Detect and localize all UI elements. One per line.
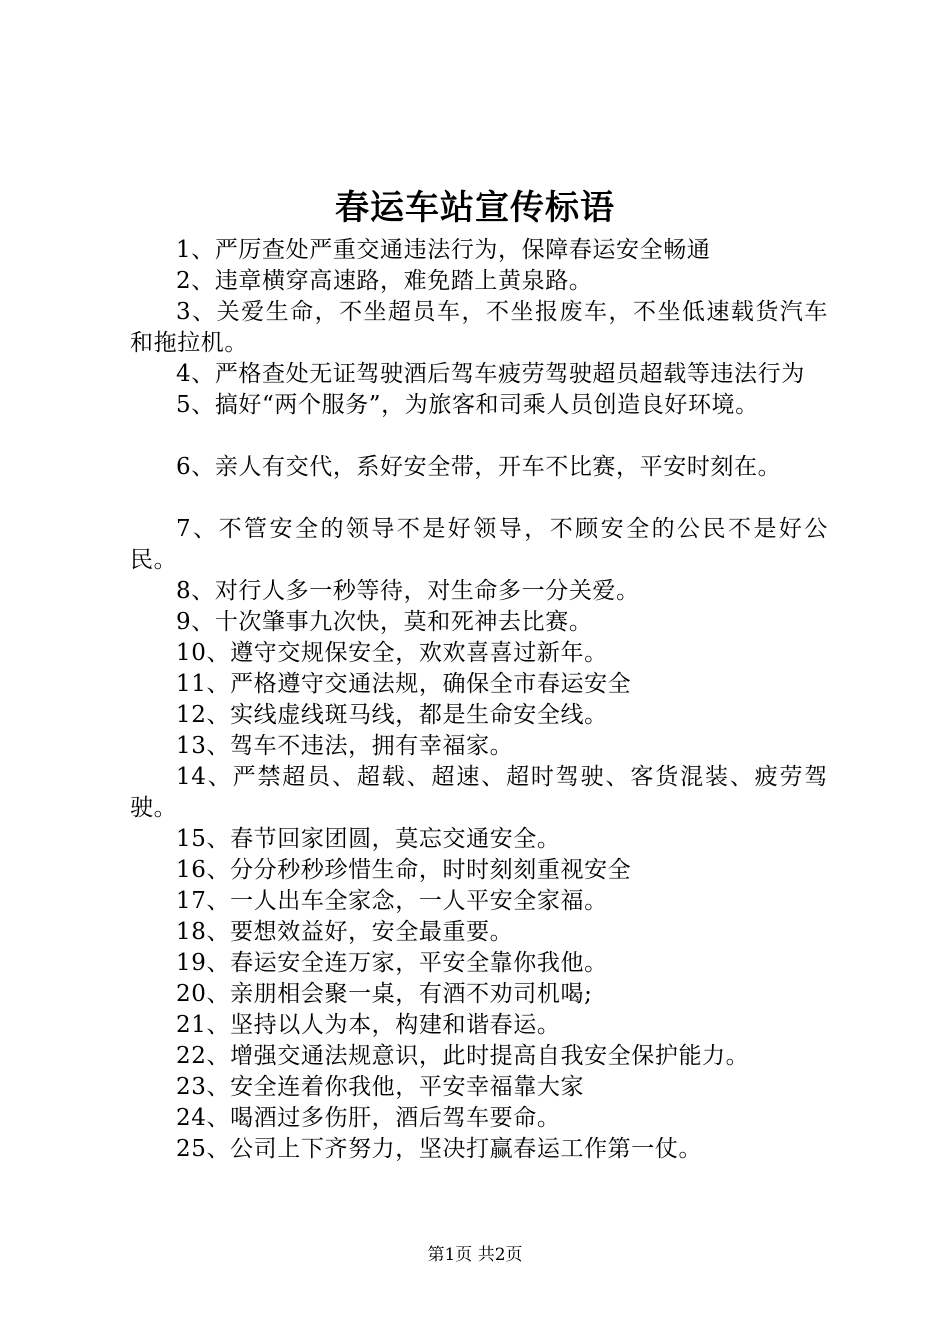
slogan-list [130,235,828,1165]
list-item: 17、一人出车全家念，一人平安全家福。 [176,888,608,914]
list-item: 25、公司上下齐努力，坚决打赢春运工作第一仗。 [176,1136,703,1162]
list-item: 14、严禁超员、超载、超速、超时驾驶、客货混装、疲劳驾驶。 [130,764,828,821]
list-item: 20、亲朋相会聚一桌，有酒不劝司机喝; [176,981,593,1007]
list-item: 11、严格遵守交通法规，确保全市春运安全 [176,671,632,697]
list-item: 6、亲人有交代，系好安全带，开车不比赛，平安时刻在。 [176,454,782,480]
list-item: 16、分分秒秒珍惜生命，时时刻刻重视安全 [176,857,632,883]
list-item: 22、增强交通法规意识，此时提高自我安全保护能力。 [176,1043,750,1069]
list-item: 2、违章横穿高速路，难免踏上黄泉路。 [176,268,593,294]
document-title: 春运车站宣传标语 [335,188,615,228]
list-item: 18、要想效益好，安全最重要。 [176,919,514,945]
list-item: 5、搞好“两个服务”，为旅客和司乘人员创造良好环境。 [176,392,759,418]
list-item: 13、驾车不违法，拥有幸福家。 [176,733,514,759]
list-item: 12、实线虚线斑马线，都是生命安全线。 [176,702,608,728]
list-item: 24、喝酒过多伤肝，酒后驾车要命。 [176,1105,561,1131]
list-item: 7、不管安全的领导不是好领导，不顾安全的公民不是好公民。 [130,516,828,573]
list-item: 23、安全连着你我他，平安幸福靠大家 [176,1074,585,1100]
page-footer: 第1页 共2页 [427,1245,523,1265]
list-item: 21、坚持以人为本，构建和谐春运。 [176,1012,561,1038]
list-item: 1、严厉查处严重交通违法行为，保障春运安全畅通 [176,237,711,263]
list-item: 8、对行人多一秒等待，对生命多一分关爱。 [176,578,640,604]
list-item: 19、春运安全连万家，平安全靠你我他。 [176,950,608,976]
list-item: 9、十次肇事九次快，莫和死神去比赛。 [176,609,593,635]
list-item: 4、严格查处无证驾驶酒后驾车疲劳驾驶超员超载等违法行为 [176,361,805,387]
list-item: 3、关爱生命，不坐超员车，不坐报废车，不坐低速载货汽车和拖拉机。 [130,299,828,356]
list-item: 10、遵守交规保安全，欢欢喜喜过新年。 [176,640,608,666]
list-item: 15、春节回家团圆，莫忘交通安全。 [176,826,561,852]
